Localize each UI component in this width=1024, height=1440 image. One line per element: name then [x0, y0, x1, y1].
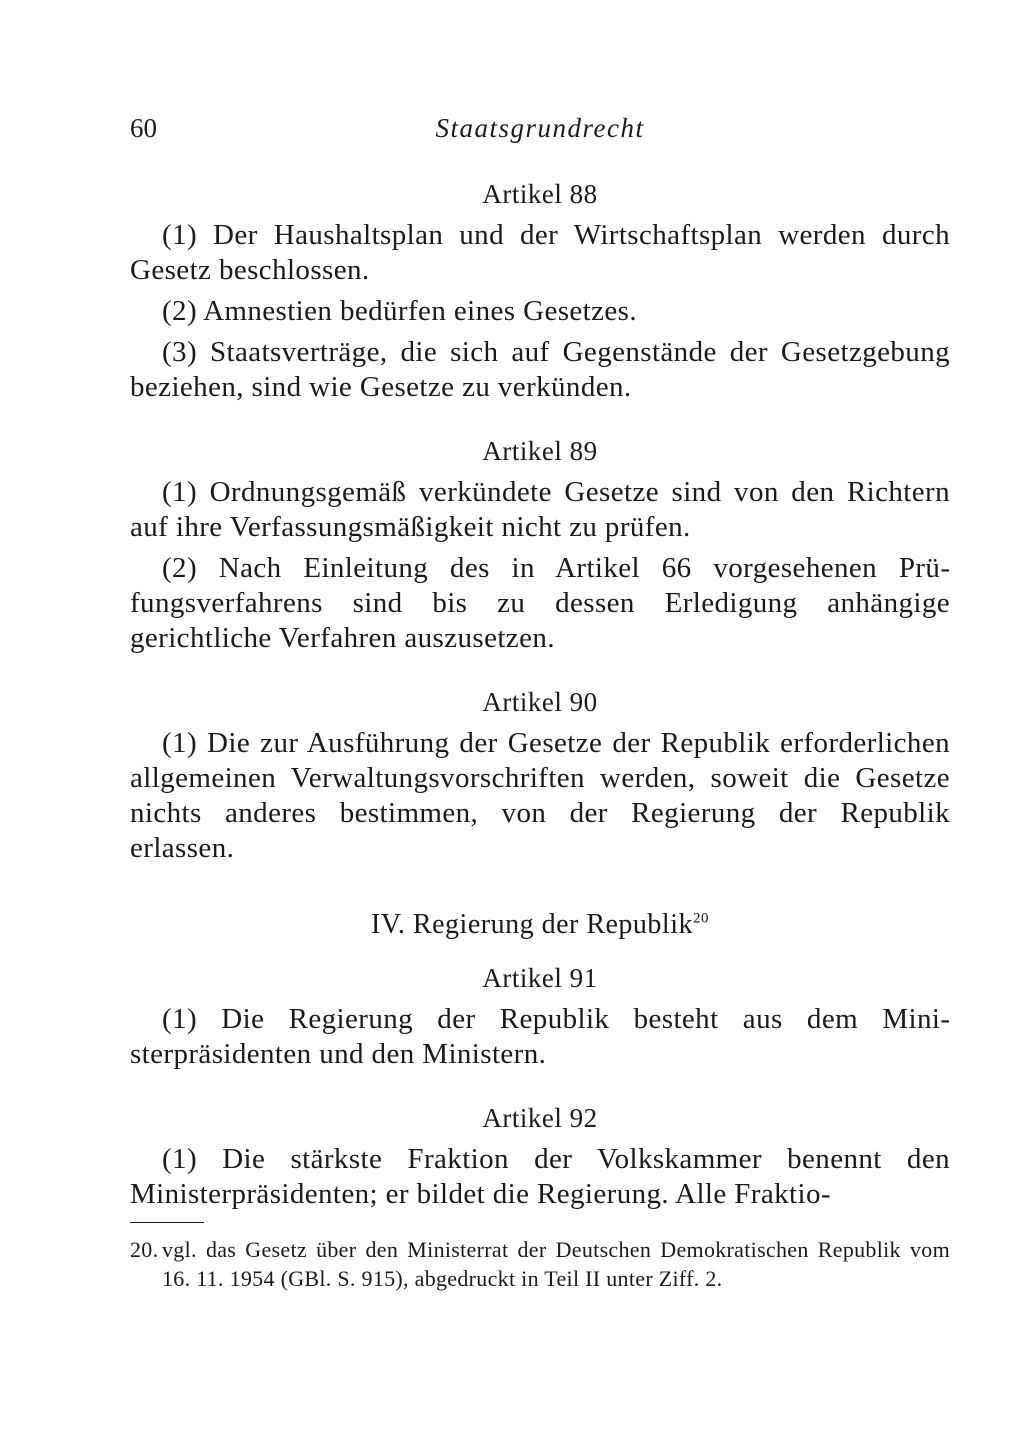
section-heading-text: IV. Regierung der Republik — [371, 909, 693, 940]
article-title: Artikel 92 — [482, 1103, 598, 1133]
article-91 — [130, 960, 950, 1072]
article-92 — [130, 1100, 950, 1212]
article-paragraph: (3) Staatsverträge, die sich auf Gegenstände der Gesetzgebung beziehen, sind wie Gesetze zu verkünden. — [130, 336, 950, 403]
article-title: Artikel 91 — [482, 963, 598, 993]
page-number: 60 — [130, 113, 157, 143]
article-paragraph: (2) Nach Einleitung des in Artikel 66 vorgesehenen Prüfungsverfahrens sind bis zu dessen Erledigung anhängige gerichtliche Verfahren auszusetzen. — [130, 552, 950, 654]
section-heading — [130, 906, 950, 944]
article-title: Artikel 88 — [482, 179, 598, 209]
book-page — [130, 108, 950, 1338]
footnote-number: 20. — [130, 1237, 159, 1262]
footnote — [130, 1235, 950, 1293]
footnote-reference: 20 — [692, 910, 709, 927]
article-88 — [130, 176, 950, 405]
article-paragraph: (1) Die zur Ausführung der Gesetze der Republik erforderlichen allgemeinen Verwaltungsvorschriften werden, soweit die Gesetze nichts anderes bestimmen, von der Regierung der Republik erlassen. — [130, 727, 950, 864]
article-90 — [130, 684, 950, 866]
running-title: Staatsgrundrecht — [435, 113, 645, 143]
running-head — [130, 108, 950, 148]
article-paragraph: (1) Die Regierung der Republik besteht aus dem Ministerpräsidenten und den Ministern. — [130, 1003, 950, 1070]
article-paragraph: (1) Die stärkste Fraktion der Volkskammer benennt den Ministerpräsidenten; er bildet die Regierung. Alle Fraktio- — [130, 1143, 950, 1210]
footnote-text: vgl. das Gesetz über den Ministerrat der Deutschen Demokratischen Republik vom 16. 11. 1954 (GBl. S. 915), abgedruckt in Teil II unter Ziff. 2. — [162, 1237, 950, 1291]
article-title: Artikel 89 — [482, 436, 598, 466]
article-paragraph: (2) Amnestien bedürfen eines Gesetzes. — [162, 295, 638, 327]
article-89 — [130, 433, 950, 656]
footnote-divider — [130, 1222, 204, 1223]
article-paragraph: (1) Der Haushaltsplan und der Wirtschaftsplan werden durch Gesetz beschlossen. — [130, 219, 950, 286]
article-title: Artikel 90 — [482, 687, 598, 717]
article-paragraph: (1) Ordnungsgemäß verkündete Gesetze sind von den Richtern auf ihre Verfassungsmäßigkeit nicht zu prüfen. — [130, 476, 950, 543]
